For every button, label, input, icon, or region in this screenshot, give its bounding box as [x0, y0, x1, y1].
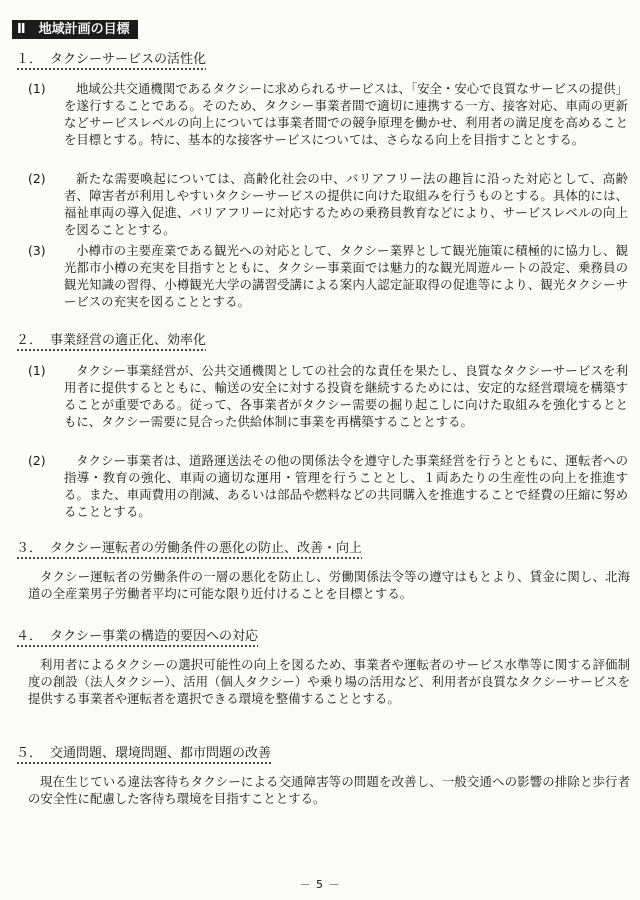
- section-4-number: ４．: [16, 629, 43, 644]
- section-2-item-2: [28, 452, 628, 520]
- section-3-title: タクシー運転者の労働条件の悪化の防止、改善・向上: [50, 541, 363, 556]
- section-5-number: ５．: [16, 746, 43, 761]
- section-5-heading: [16, 746, 271, 765]
- section-1-item-3: [28, 242, 628, 310]
- item-marker: (2): [28, 171, 46, 186]
- section-5-text: 現在生じている違法客待ちタクシーによる交通障害等の問題を改善し、一般交通への影響の排除と歩行者の安全性に配慮した客待ち環境を目指すこととする。: [28, 774, 630, 806]
- section-3-underline: [16, 541, 362, 560]
- item-text: タクシー事業者は、道路運送法その他の関係法令を遵守した事業経営を行うとともに、運転者への指導・教育の強化、車両の適切な運用・管理を行うこととし、１両あたりの生産性の向上を推進する。また、車両費用の削減、あるいは部品や燃料などの共同購入を推進することで経費の圧縮に努めることとする。: [64, 453, 628, 519]
- item-text: 地域公共交通機関であるタクシーに求められるサービスは、「安全・安心で良質なサービスの提供」を遂行することである。そのため、タクシー事業者間で適切に連携する一方、接客対応、車両の更新などサービスレベルの向上については事業者間での競争原理を働かせ、利用者の満足度を高めることを目標とする。特に、基本的な接客サービスについては、さらなる向上を目指すこととする。: [64, 81, 628, 147]
- section-3-text: タクシー運転者の労働条件の一層の悪化を防止し、労働関係法令等の遵守はもとより、賃金に関し、北海道の全産業男子労働者平均に可能な限り近付けることを目標とする。: [28, 569, 630, 601]
- item-text: 新たな需要喚起については、高齢化社会の中、バリアフリー法の趣旨に沿った対応として、高齢者、障害者が利用しやすいタクシーサービスの提供に向けた取組みを行うものとする。具体的には、福祉車両の導入促進、バリアフリーに対応するための乗務員教育などにより、サービスレベルの向上を図ることとする。: [64, 171, 628, 237]
- section-1-item-1: [28, 80, 628, 148]
- section-4-heading: [16, 629, 258, 648]
- item-marker: (3): [28, 243, 46, 258]
- section-4-text: 利用者によるタクシーの選択可能性の向上を図るため、事業者や運転者のサービス水準等に関する評価制度の創設（法人タクシー）、活用（個人タクシー）や乗り場の活用など、利用者が良質なタクシーサービスを提供する事業者や運転者を選択できる環境を整備することとする。: [28, 657, 630, 706]
- section-3-heading: [16, 541, 362, 560]
- item-marker: (1): [28, 81, 46, 96]
- item-marker: (1): [28, 363, 46, 378]
- section-1-item-2: [28, 170, 628, 238]
- section-1-underline: [16, 52, 206, 71]
- section-5-title: 交通問題、環境問題、都市問題の改善: [50, 746, 272, 761]
- section-2-number: ２．: [16, 333, 43, 348]
- section-4-title: タクシー事業の構造的要因への対応: [50, 629, 259, 644]
- chapter-heading: Ⅱ 地域計画の目標: [12, 20, 138, 39]
- item-text: タクシー事業経営が、公共交通機関としての社会的な責任を果たし、良質なタクシーサービスを利用者に提供するとともに、輸送の安全に対する投資を継続するためには、安定的な経営環境を構築することが重要である。従って、各事業者がタクシー需要の掘り起こしに向けた取組みを強化するとともに、タクシー需要に見合った供給体制に事業を再構築することとする。: [64, 363, 628, 429]
- section-3-number: ３．: [16, 541, 43, 556]
- section-2-item-1: [28, 362, 628, 430]
- section-2-title: 事業経営の適正化、効率化: [50, 333, 207, 348]
- section-5-underline: [16, 746, 271, 765]
- section-1-title: タクシーサービスの活性化: [50, 52, 207, 67]
- page-number: － 5 －: [299, 878, 341, 891]
- section-4-underline: [16, 629, 258, 648]
- section-2-heading: [16, 333, 206, 352]
- item-marker: (2): [28, 453, 46, 468]
- section-1-number: １．: [16, 52, 43, 67]
- section-1-heading: [16, 52, 206, 71]
- section-2-underline: [16, 333, 206, 352]
- item-text: 小樽市の主要産業である観光への対応として、タクシー業界として観光施策に積極的に協力し、観光都市小樽の充実を目指すとともに、タクシー事業面では魅力的な観光周遊ルートの設定、乗務員の観光知識の習得、小樽観光大学の講習受講による案内人認定証取得の促進等により、観光タクシーサービスの充実を図ることとする。: [64, 243, 628, 309]
